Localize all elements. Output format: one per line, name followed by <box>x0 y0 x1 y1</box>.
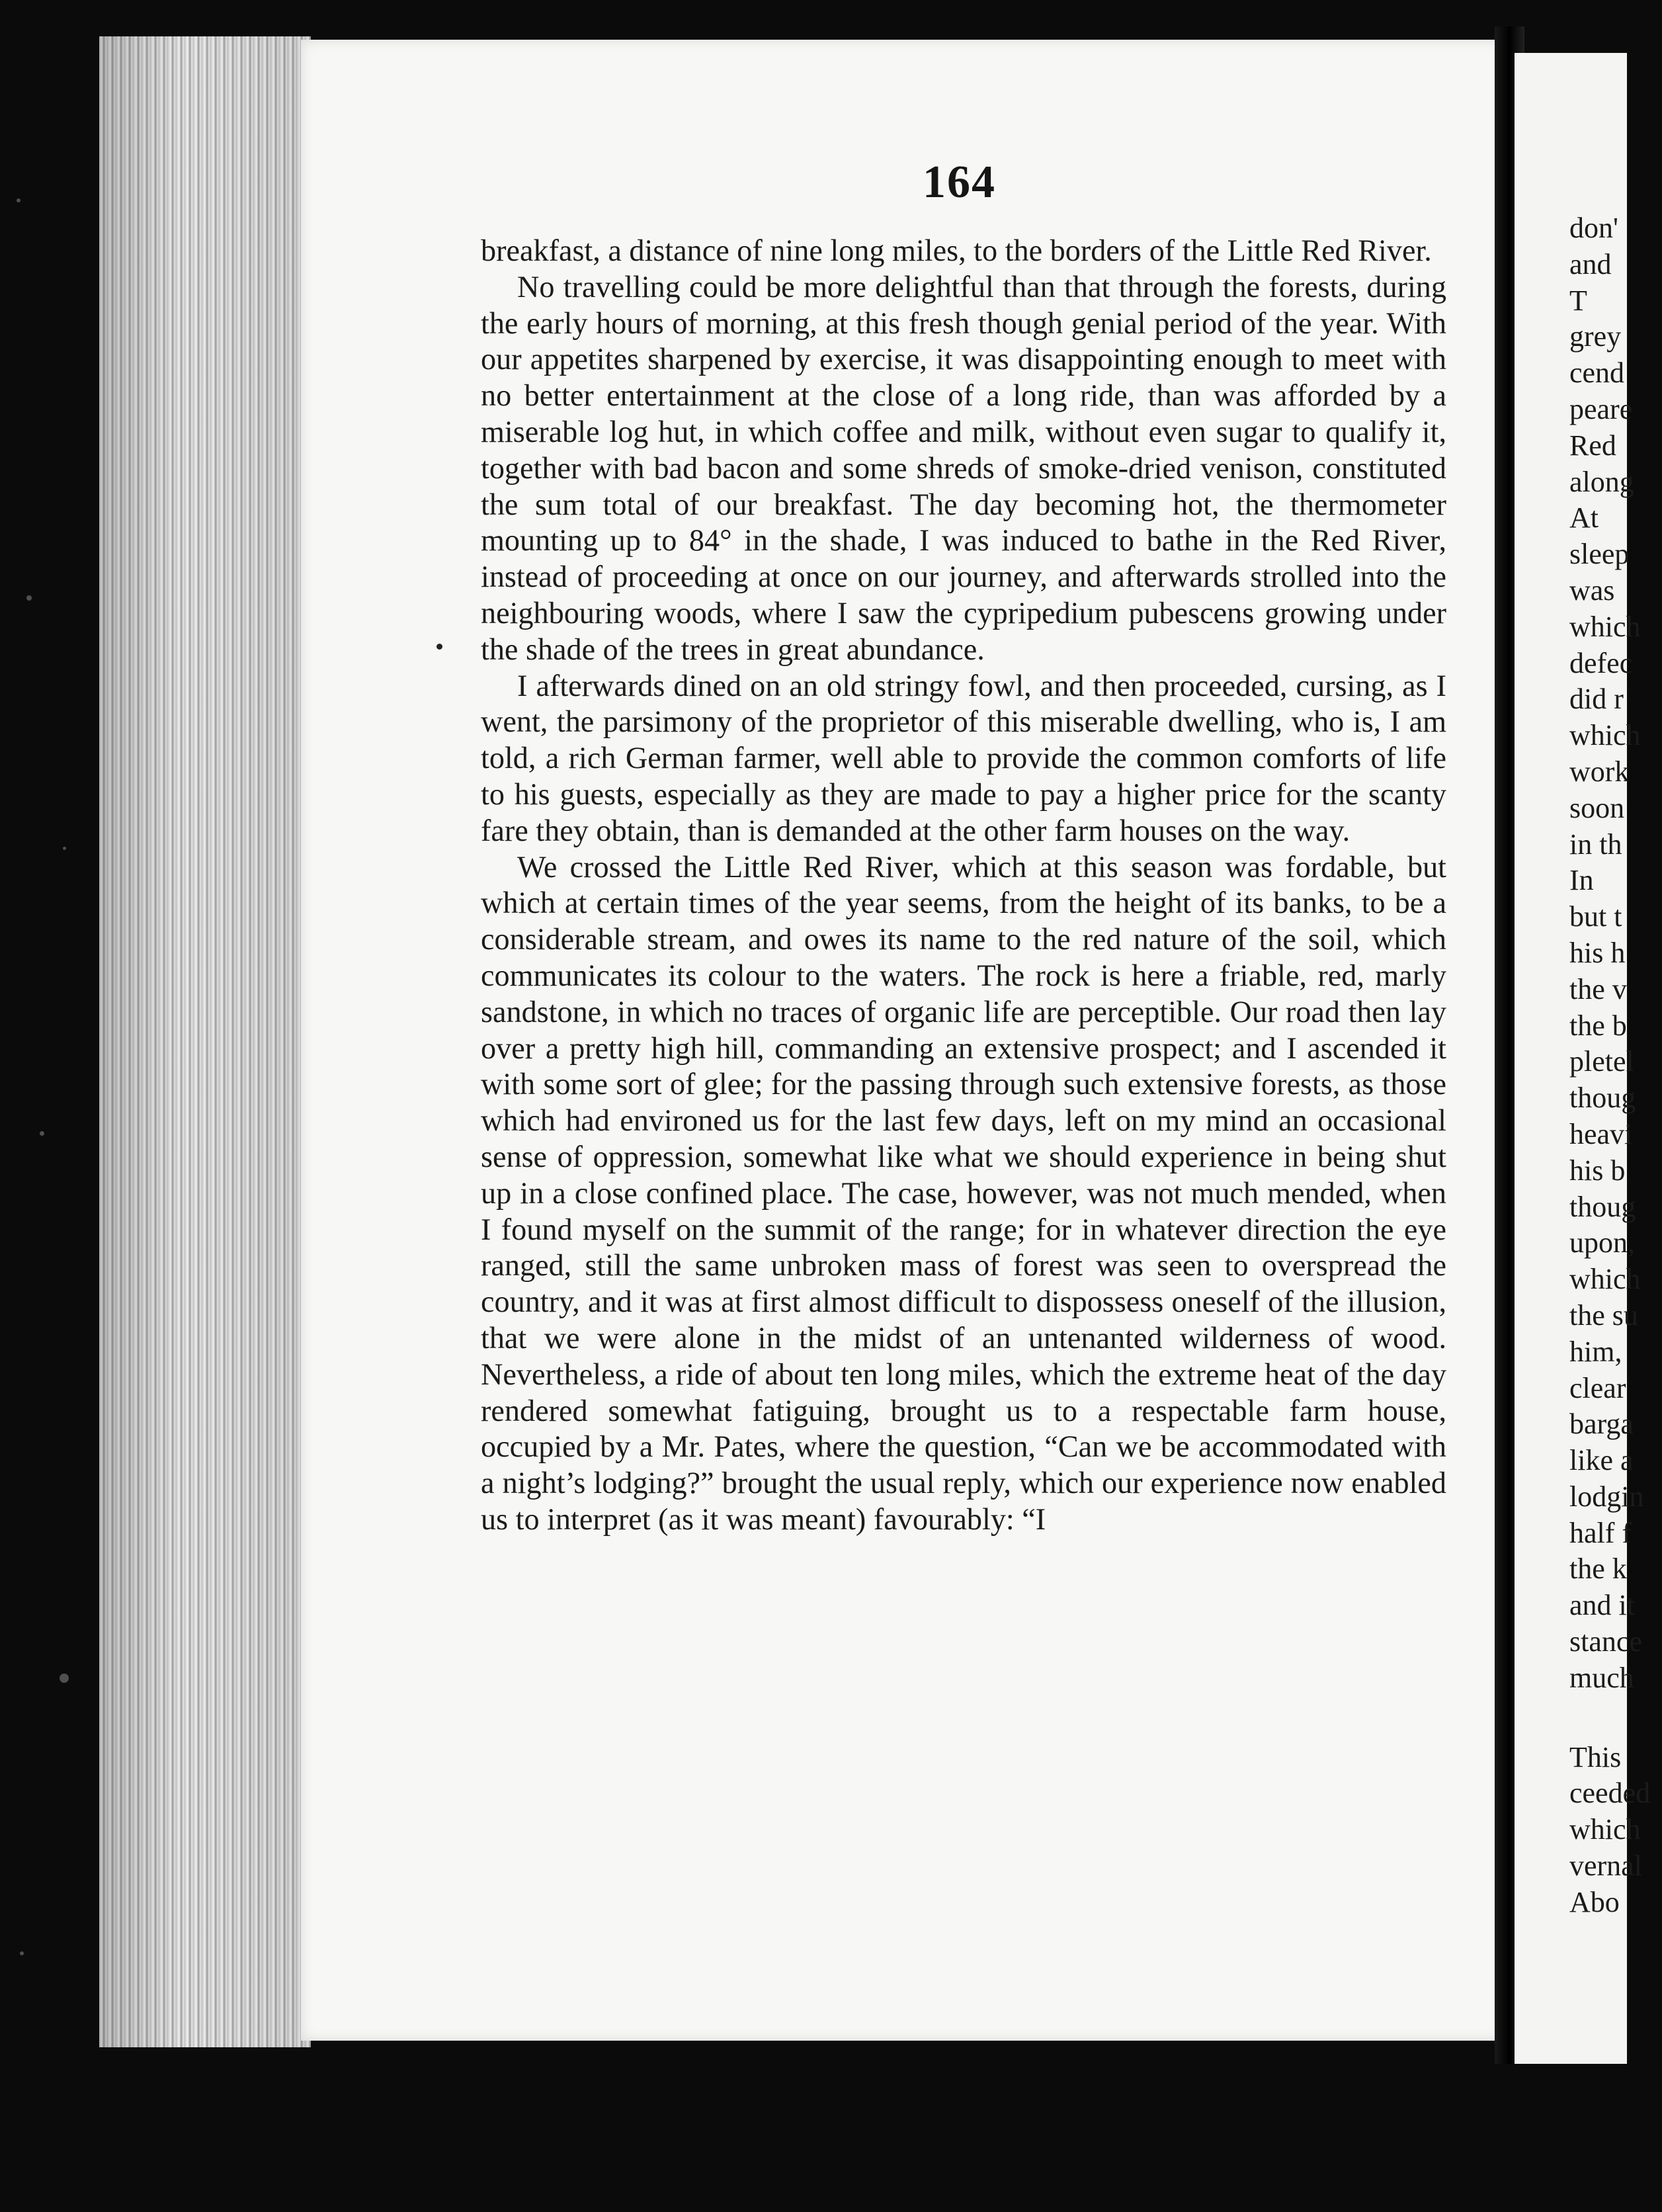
dust-speck <box>26 595 32 601</box>
facing-page-line: but t <box>1569 900 1622 933</box>
facing-page-line: This <box>1569 1740 1622 1773</box>
facing-page-line: upon, <box>1569 1226 1635 1259</box>
facing-page-line: work <box>1569 755 1630 788</box>
facing-page-line: heavi <box>1569 1117 1633 1150</box>
facing-page-line: the v <box>1569 972 1627 1005</box>
facing-page-line: his h <box>1569 936 1626 969</box>
facing-page-line: pletel <box>1569 1045 1634 1078</box>
facing-page-line: Red <box>1569 429 1616 462</box>
dust-speck <box>20 1951 24 1955</box>
facing-page-line: vernal <box>1569 1850 1642 1883</box>
facing-page-line: like a <box>1569 1444 1634 1477</box>
facing-page-line: stance <box>1569 1625 1642 1658</box>
page-edges-shade <box>99 36 311 2047</box>
ink-dot <box>436 644 442 650</box>
facing-page-line: peare <box>1569 392 1633 425</box>
page-number: 164 <box>923 157 996 208</box>
facing-page-line: soon <box>1569 791 1625 824</box>
facing-page-line: which <box>1569 1813 1641 1846</box>
paragraph: I afterwards dined on an old stringy fowl, and then proceeded, cursing, as I went, the parsimony of the proprietor of this miserable dwelling, who is, I am told, a rich German farmer, well able to provide the common comforts of life to his guests, especially as they are made to pay a higher price for the scanty fare they obtain, than is demanded at the other farm houses on the way. <box>481 668 1446 847</box>
facing-page-line: grey <box>1569 320 1622 353</box>
facing-page-line: barga <box>1569 1408 1634 1441</box>
facing-page-line: cend <box>1569 357 1625 390</box>
facing-page-line: half f <box>1569 1516 1632 1549</box>
facing-page-line: his b <box>1569 1154 1626 1187</box>
facing-page-line: thoug <box>1569 1082 1636 1115</box>
facing-page-line: which <box>1569 610 1641 643</box>
facing-page-line <box>1569 1697 1662 1740</box>
facing-page-line: the b <box>1569 1009 1627 1042</box>
facing-page-line: sleep <box>1569 538 1630 571</box>
facing-page-line: thoug <box>1569 1190 1636 1223</box>
facing-page-line: and <box>1569 247 1612 280</box>
dust-speck <box>17 198 21 202</box>
dust-speck <box>60 1674 69 1683</box>
facing-page-line: along <box>1569 465 1634 498</box>
facing-page-line: T <box>1569 284 1587 317</box>
dust-speck <box>40 1131 44 1136</box>
facing-page-line: in th <box>1569 828 1622 861</box>
facing-page-line: At <box>1569 501 1599 534</box>
facing-page-line: lodgin <box>1569 1480 1644 1513</box>
facing-page-line: the k <box>1569 1553 1627 1586</box>
paragraph: breakfast, a distance of nine long miles, to the borders of the Little Red River. <box>481 234 1432 267</box>
facing-page-line: the su <box>1569 1298 1638 1332</box>
paragraph: No travelling could be more delightful than that through the forests, during the early hours of morning, at this fresh though genial period of the year. With our appetites sharpened by exercise, it was disappointing enough to meet with no better entertainment at the close of a long ride, than was afforded by a miserable log hut, in which coffee and milk, without even sugar to qualify it, together with bad bacon and some shreds of smoke-dried venison, constituted the sum total of our breakfast. The day becoming hot, the thermometer mounting up to 84° in the shade, I was induced to bathe in the Red River, instead of proceeding at once on our journey, and afterwards strolled into the neighbouring woods, where I saw the cypripedium pubescens growing under the shade of the trees in great abundance. <box>481 269 1446 666</box>
paragraph: We crossed the Little Red River, which at this season was fordable, but which at certain times of the year seems, from the height of its banks, to be a considerable stream, and owes its name to the red nature of the soil, which communicates its colour to the waters. The rock is here a friable, red, marly sandstone, in which no traces of organic life are perceptible. Our road then lay over a pretty high hill, commanding an extensive prospect; and I ascended it with some sort of glee; for the passing through such extensive forests, as those which had environed us for the last few days, left on my mind an occasional sense of oppression, somewhat like what we should experience in being shut up in a close confined place. The case, however, was not much mended, when I found myself on the summit of the range; for in whatever direction the eye ranged, still the same unbroken mass of forest was seen to overspread the country, and it was at first almost difficult to dispossess oneself of the illusion, that we were alone in the midst of an untenanted wilderness of wood. Nevertheless, a ride of about ten long miles, which the extreme heat of the day rendered somewhat fatiguing, brought us to a respectable farm house, occupied by a Mr. Pates, where the question, “Can we be accommodated with a night’s lodging?” brought the usual reply, which our experience now enabled us to interpret (as it was meant) favourably: “I <box>481 849 1446 1536</box>
facing-page-line: which <box>1569 1263 1641 1296</box>
facing-page-line: and it <box>1569 1589 1635 1622</box>
facing-page-line: defec <box>1569 646 1633 679</box>
facing-page-line: clear <box>1569 1371 1626 1404</box>
page-body-text <box>481 233 1446 1538</box>
facing-page-line: much <box>1569 1661 1634 1694</box>
facing-page-line: don' <box>1569 212 1618 244</box>
facing-page-line: did r <box>1569 683 1624 716</box>
facing-page-line: him, <box>1569 1335 1622 1368</box>
facing-page-line: Abo <box>1569 1885 1620 1918</box>
facing-page-text <box>1569 210 1662 1921</box>
facing-page-line: ceeded <box>1569 1777 1651 1810</box>
facing-page-line: which <box>1569 719 1641 752</box>
dust-speck <box>63 847 66 850</box>
facing-page-line: In <box>1569 864 1594 897</box>
facing-page-line: was <box>1569 574 1615 607</box>
